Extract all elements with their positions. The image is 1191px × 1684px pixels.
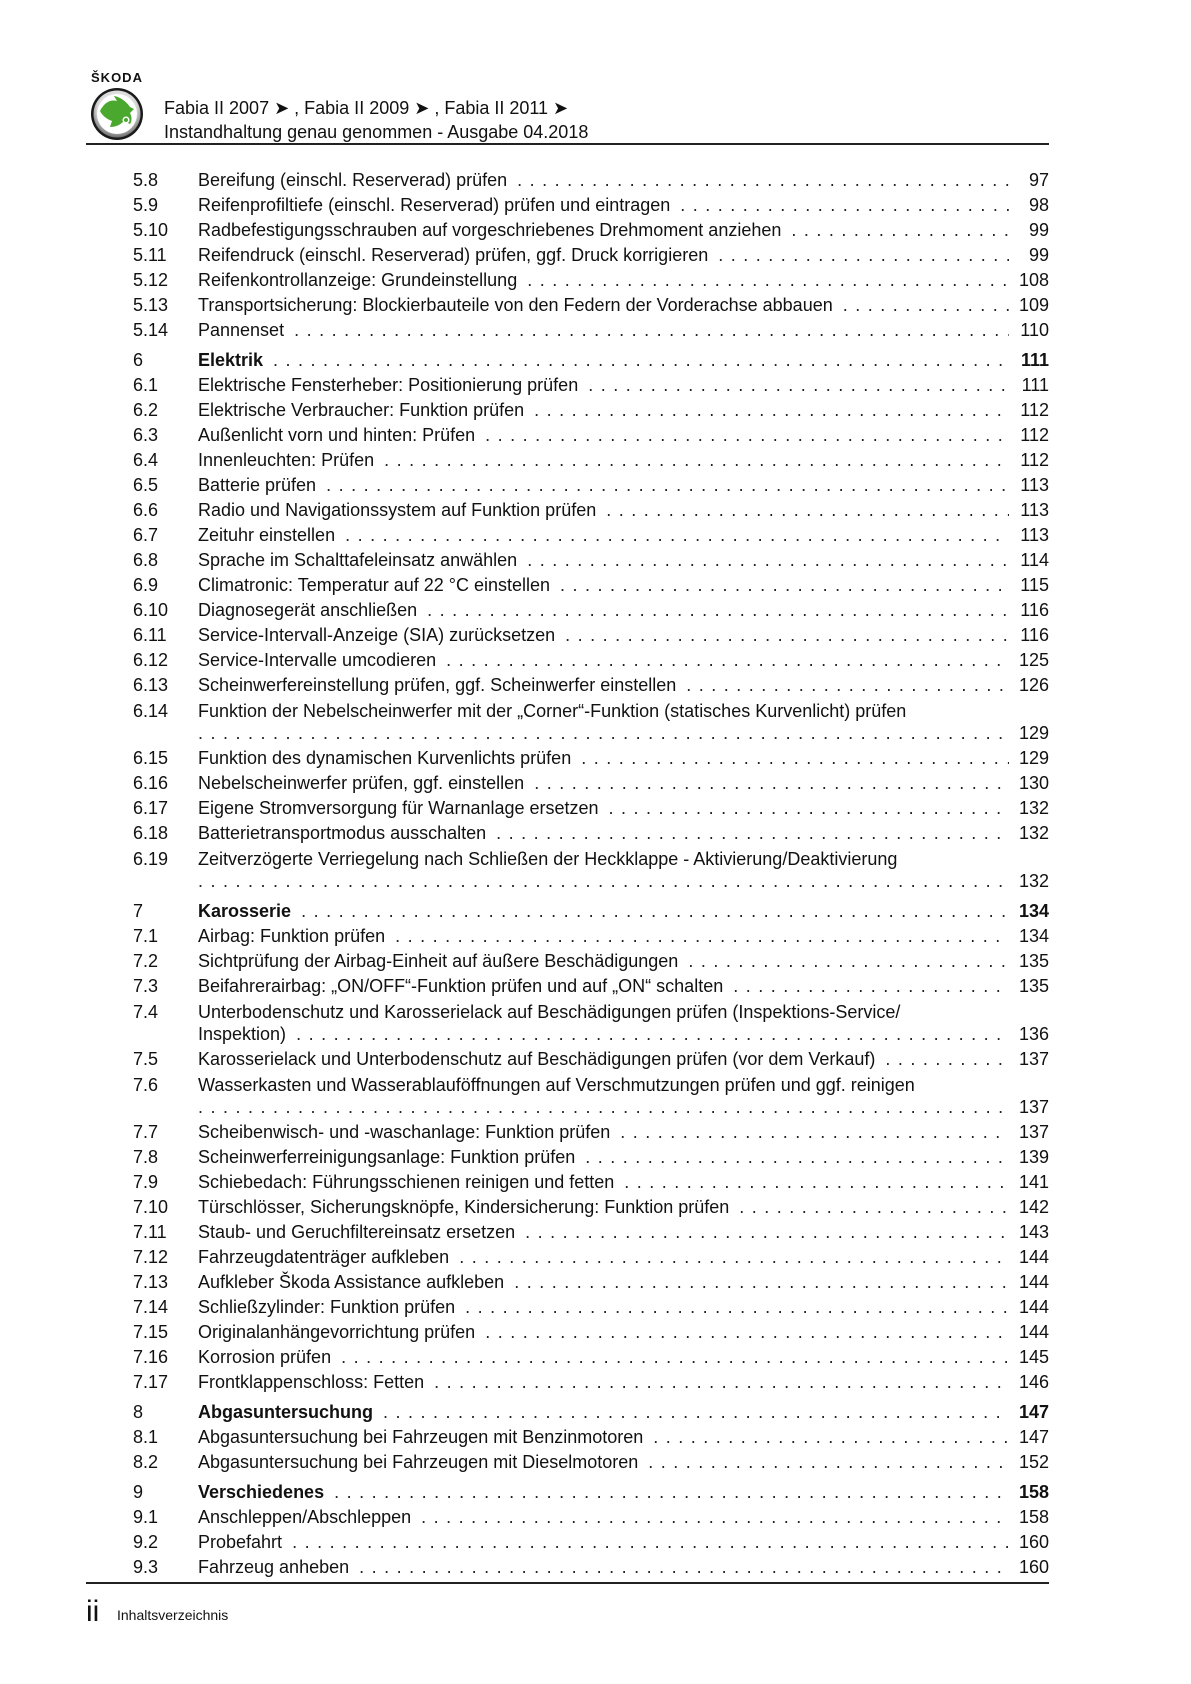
toc-entry[interactable] — [133, 1170, 1049, 1195]
toc-entry-number: 7.14 — [133, 1297, 169, 1317]
toc-entry-title[interactable]: Aufkleber Škoda Assistance aufkleben — [198, 1272, 505, 1292]
toc-page-number[interactable]: 109 — [1018, 295, 1049, 315]
toc-entry[interactable] — [133, 398, 1049, 423]
toc-page-number[interactable]: 132 — [1018, 798, 1049, 818]
dot-leader — [446, 648, 1009, 673]
toc-entry-number: 6.5 — [133, 475, 159, 495]
toc-page-number[interactable]: 111 — [1020, 350, 1049, 370]
toc-page-number[interactable]: 134 — [1018, 901, 1049, 921]
toc-entry[interactable] — [133, 268, 1049, 293]
toc-page-number[interactable]: 135 — [1018, 951, 1049, 971]
toc-entry-title[interactable]: Originalanhängevorrichtung prüfen — [198, 1322, 476, 1342]
toc-page-number[interactable]: 98 — [1028, 195, 1049, 215]
toc-entry-title[interactable]: Türschlösser, Sicherungsknöpfe, Kindersicherung: Funktion prüfen — [198, 1197, 730, 1217]
dot-leader — [527, 548, 1009, 573]
toc-entry[interactable] — [133, 673, 1049, 698]
toc-entry-title[interactable]: Reifenprofiltiefe (einschl. Reserverad) prüfen und eintragen — [198, 195, 671, 215]
toc-chapter-entry[interactable] — [133, 1400, 1049, 1425]
dot-leader — [359, 1555, 1009, 1580]
toc-entry-number: 5.14 — [133, 320, 169, 340]
dot-leader — [326, 473, 1009, 498]
toc-chapter-entry[interactable] — [133, 899, 1049, 924]
toc-entry[interactable] — [133, 974, 1049, 999]
dot-leader — [534, 398, 1009, 423]
toc-entry[interactable] — [133, 1220, 1049, 1245]
dot-leader — [198, 721, 1009, 746]
toc-entry-number: 7.16 — [133, 1347, 169, 1367]
toc-entry-title[interactable]: Fahrzeug anheben — [198, 1557, 350, 1577]
toc-entry-number: 6.16 — [133, 773, 169, 793]
toc-page-number[interactable]: 152 — [1018, 1452, 1049, 1472]
toc-entry-number: 7.11 — [133, 1222, 167, 1242]
toc-entry-number: 7 — [133, 901, 144, 921]
footer-page-number: ii — [86, 1595, 100, 1628]
toc-entry-number: 6.11 — [133, 625, 167, 645]
toc-entry[interactable] — [133, 771, 1049, 796]
dot-leader — [341, 1345, 1009, 1370]
toc-entry-title[interactable]: Batterie prüfen — [198, 475, 317, 495]
toc-page-number[interactable]: 108 — [1018, 270, 1049, 290]
toc-entry-number: 7.13 — [133, 1272, 169, 1292]
toc-entry-title[interactable]: Abgasuntersuchung bei Fahrzeugen mit Dieselmotoren — [198, 1452, 639, 1472]
toc-entry[interactable] — [133, 1425, 1049, 1450]
dot-leader — [620, 1120, 1009, 1145]
toc-entry[interactable] — [133, 623, 1049, 648]
toc-page-number[interactable]: 110 — [1020, 320, 1049, 340]
dot-leader — [383, 1400, 1009, 1425]
toc-page-number[interactable]: 144 — [1018, 1297, 1049, 1317]
toc-entry[interactable] — [133, 243, 1049, 268]
dot-leader — [686, 673, 1009, 698]
toc-entry-title[interactable]: Karosserie — [198, 901, 292, 921]
toc-entry-number: 7.5 — [133, 1049, 159, 1069]
dot-leader — [718, 243, 1009, 268]
toc-entry-number: 6.1 — [133, 375, 159, 395]
toc-entry[interactable] — [133, 218, 1049, 243]
dot-leader — [334, 1480, 1009, 1505]
document-subtitle: Instandhaltung genau genommen - Ausgabe 04.2018 — [164, 122, 589, 142]
toc-entry[interactable] — [133, 1370, 1049, 1395]
toc-entry-number: 6.9 — [133, 575, 159, 595]
toc-page-number[interactable]: 141 — [1018, 1172, 1049, 1192]
toc-entry-title[interactable]: Transportsicherung: Blockierbauteile von den Federn der Vorderachse abbauen — [198, 295, 833, 315]
toc-page-number[interactable]: 99 — [1028, 220, 1049, 240]
dot-leader — [514, 1270, 1009, 1295]
footer-section-label: Inhaltsverzeichnis — [117, 1607, 229, 1623]
dot-leader — [465, 1295, 1009, 1320]
toc-entry-number: 6.7 — [133, 525, 159, 545]
toc-page-number[interactable]: 129 — [1018, 723, 1049, 743]
header-divider — [86, 143, 1049, 145]
toc-entry-number: 6.14 — [133, 701, 169, 721]
dot-leader — [198, 869, 1009, 894]
toc-entry-number: 7.12 — [133, 1247, 169, 1267]
toc-entry-number: 7.9 — [133, 1172, 159, 1192]
toc-entry-number: 7.6 — [133, 1075, 159, 1095]
toc-entry[interactable] — [133, 193, 1049, 218]
toc-entry-title[interactable]: Scheinwerfereinstellung prüfen, ggf. Scheinwerfer einstellen — [198, 675, 677, 695]
toc-page-number[interactable]: 112 — [1020, 400, 1049, 420]
dot-leader — [525, 1220, 1009, 1245]
toc-entry-title[interactable]: Abgasuntersuchung — [198, 1402, 374, 1422]
toc-entry[interactable] — [133, 1555, 1049, 1580]
dot-leader — [459, 1245, 1009, 1270]
toc-entry-number: 6.17 — [133, 798, 169, 818]
toc-entry-title[interactable]: Reifenkontrollanzeige: Grundeinstellung — [198, 270, 518, 290]
dot-leader — [296, 1022, 1009, 1047]
toc-entry[interactable] — [133, 373, 1049, 398]
toc-entry-number: 6.15 — [133, 748, 169, 768]
toc-entry-title[interactable]: Schließzylinder: Funktion prüfen — [198, 1297, 456, 1317]
toc-entry-number: 6.12 — [133, 650, 169, 670]
toc-entry[interactable] — [133, 698, 1049, 746]
dot-leader — [688, 949, 1009, 974]
toc-page-number[interactable]: 135 — [1018, 976, 1049, 996]
toc-chapter-entry[interactable] — [133, 1480, 1049, 1505]
toc-entry-number: 9.1 — [133, 1507, 159, 1527]
toc-entry-title-continued[interactable]: Inspektion) — [198, 1024, 287, 1044]
toc-page-number[interactable]: 116 — [1020, 625, 1049, 645]
toc-page-number[interactable]: 142 — [1018, 1197, 1049, 1217]
toc-entry-number: 7.4 — [133, 1002, 159, 1022]
toc-entry[interactable] — [133, 1145, 1049, 1170]
toc-page-number[interactable]: 144 — [1018, 1247, 1049, 1267]
dot-leader — [565, 623, 1009, 648]
dot-leader — [606, 498, 1009, 523]
toc-entry-number: 6.10 — [133, 600, 169, 620]
toc-entry[interactable] — [133, 1320, 1049, 1345]
toc-entry[interactable] — [133, 523, 1049, 548]
toc-entry[interactable] — [133, 821, 1049, 846]
dot-leader — [434, 1370, 1009, 1395]
toc-entry[interactable] — [133, 168, 1049, 193]
toc-entry-title[interactable]: Elektrik — [198, 350, 264, 370]
toc-page-number[interactable]: 125 — [1018, 650, 1049, 670]
toc-entry-title[interactable]: Radio und Navigationssystem auf Funktion prüfen — [198, 500, 597, 520]
toc-entry-title[interactable]: Anschleppen/Abschleppen — [198, 1507, 412, 1527]
toc-page-number[interactable]: 129 — [1018, 748, 1049, 768]
toc-entry-number: 6.8 — [133, 550, 159, 570]
toc-entry-title[interactable]: Innenleuchten: Prüfen — [198, 450, 375, 470]
toc-entry-title[interactable]: Unterbodenschutz und Karosserielack auf Beschädigungen prüfen (Inspektions-Service/ — [198, 1002, 901, 1022]
toc-entry-number: 7.8 — [133, 1147, 159, 1167]
skoda-logo-icon — [90, 87, 144, 141]
toc-entry[interactable] — [133, 448, 1049, 473]
toc-page-number[interactable]: 137 — [1018, 1097, 1049, 1117]
toc-entry-title[interactable]: Funktion der Nebelscheinwerfer mit der „Corner“-Funktion (statisches Kurvenlicht) prüfen — [198, 701, 907, 721]
toc-entry-number: 6.6 — [133, 500, 159, 520]
toc-entry-title[interactable]: Zeituhr einstellen — [198, 525, 336, 545]
toc-page-number[interactable]: 132 — [1018, 823, 1049, 843]
toc-entry[interactable] — [133, 1245, 1049, 1270]
dot-leader — [843, 293, 1009, 318]
dot-leader — [427, 598, 1009, 623]
toc-entry-number: 7.15 — [133, 1322, 169, 1342]
toc-entry[interactable] — [133, 573, 1049, 598]
dot-leader — [496, 821, 1009, 846]
toc-page-number[interactable]: 139 — [1018, 1147, 1049, 1167]
toc-entry-title[interactable]: Nebelscheinwerfer prüfen, ggf. einstellen — [198, 773, 525, 793]
toc-entry-title[interactable]: Scheinwerferreinigungsanlage: Funktion prüfen — [198, 1147, 576, 1167]
toc-entry-number: 7.2 — [133, 951, 159, 971]
dot-leader — [345, 523, 1009, 548]
toc-page-number[interactable]: 137 — [1018, 1122, 1049, 1142]
toc-entry-title[interactable]: Sichtprüfung der Airbag-Einheit auf äußere Beschädigungen — [198, 951, 679, 971]
dot-leader — [733, 974, 1009, 999]
toc-page-number[interactable]: 134 — [1018, 926, 1049, 946]
dot-leader — [198, 1095, 1009, 1120]
dot-leader — [653, 1425, 1009, 1450]
toc-entry[interactable] — [133, 473, 1049, 498]
toc-entry-title[interactable]: Diagnosegerät anschließen — [198, 600, 418, 620]
toc-entry-title[interactable]: Verschiedenes — [198, 1482, 325, 1502]
dot-leader — [739, 1195, 1009, 1220]
dot-leader — [292, 1530, 1009, 1555]
toc-entry-number: 7.7 — [133, 1122, 159, 1142]
toc-entry[interactable] — [133, 1120, 1049, 1145]
toc-page-number[interactable]: 147 — [1018, 1427, 1049, 1447]
table-of-contents — [133, 168, 1049, 1580]
toc-entry-title[interactable]: Eigene Stromversorgung für Warnanlage ersetzen — [198, 798, 599, 818]
toc-page-number[interactable]: 99 — [1028, 245, 1049, 265]
toc-entry-number: 7.3 — [133, 976, 159, 996]
toc-entry[interactable] — [133, 648, 1049, 673]
toc-entry-title[interactable]: Elektrische Fensterheber: Positionierung prüfen — [198, 375, 579, 395]
document-header — [164, 96, 588, 144]
dot-leader — [588, 373, 1009, 398]
brand-wordmark: ŠKODA — [91, 70, 143, 85]
dot-leader — [421, 1505, 1009, 1530]
toc-entry-title[interactable]: Service-Intervall-Anzeige (SIA) zurücksetzen — [198, 625, 556, 645]
toc-entry-title[interactable]: Reifendruck (einschl. Reserverad) prüfen, ggf. Druck korrigieren — [198, 245, 709, 265]
toc-entry-number: 5.11 — [133, 245, 167, 265]
toc-entry-number: 6.3 — [133, 425, 159, 445]
toc-entry[interactable] — [133, 1450, 1049, 1475]
toc-page-number[interactable]: 113 — [1020, 500, 1049, 520]
dot-leader — [485, 423, 1009, 448]
toc-entry-title[interactable]: Fahrzeugdatenträger aufkleben — [198, 1247, 450, 1267]
toc-entry[interactable] — [133, 293, 1049, 318]
toc-entry-title[interactable]: Wasserkasten und Wasserablauföffnungen auf Verschmutzungen prüfen und ggf. reinigen — [198, 1075, 915, 1095]
toc-page-number[interactable]: 132 — [1018, 871, 1049, 891]
toc-entry[interactable] — [133, 548, 1049, 573]
toc-entry[interactable] — [133, 1505, 1049, 1530]
toc-page-number[interactable]: 143 — [1018, 1222, 1049, 1242]
toc-entry-title[interactable]: Service-Intervalle umcodieren — [198, 650, 437, 670]
toc-entry[interactable] — [133, 1295, 1049, 1320]
toc-entry[interactable] — [133, 423, 1049, 448]
dot-leader — [294, 318, 1009, 343]
toc-entry-number: 5.10 — [133, 220, 169, 240]
dot-leader — [395, 924, 1009, 949]
toc-entry-title[interactable]: Climatronic: Temperatur auf 22 °C einstellen — [198, 575, 551, 595]
toc-page-number[interactable]: 144 — [1018, 1272, 1049, 1292]
toc-page-number[interactable]: 137 — [1018, 1049, 1049, 1069]
dot-leader — [609, 796, 1009, 821]
toc-entry-number: 8 — [133, 1402, 144, 1422]
toc-entry[interactable] — [133, 796, 1049, 821]
toc-entry-number: 5.12 — [133, 270, 169, 290]
toc-entry[interactable] — [133, 1047, 1049, 1072]
dot-leader — [560, 573, 1009, 598]
toc-page-number[interactable]: 160 — [1018, 1532, 1049, 1552]
dot-leader — [791, 218, 1009, 243]
toc-entry-title[interactable]: Probefahrt — [198, 1532, 283, 1552]
toc-entry-title[interactable]: Außenlicht vorn und hinten: Prüfen — [198, 425, 476, 445]
toc-page-number[interactable]: 130 — [1018, 773, 1049, 793]
toc-entry-number: 5.9 — [133, 195, 159, 215]
toc-entry[interactable] — [133, 1270, 1049, 1295]
toc-page-number[interactable]: 114 — [1020, 550, 1049, 570]
toc-page-number[interactable]: 113 — [1020, 525, 1049, 545]
dot-leader — [624, 1170, 1009, 1195]
toc-entry-number: 5.8 — [133, 170, 159, 190]
toc-page-number[interactable]: 113 — [1020, 475, 1049, 495]
toc-entry[interactable] — [133, 949, 1049, 974]
toc-entry-title[interactable]: Elektrische Verbraucher: Funktion prüfen — [198, 400, 525, 420]
toc-entry[interactable] — [133, 598, 1049, 623]
toc-page-number[interactable]: 158 — [1018, 1507, 1049, 1527]
toc-entry-title[interactable]: Korrosion prüfen — [198, 1347, 332, 1367]
toc-entry-title[interactable]: Frontklappenschloss: Fetten — [198, 1372, 425, 1392]
toc-entry-title[interactable]: Abgasuntersuchung bei Fahrzeugen mit Benzinmotoren — [198, 1427, 644, 1447]
toc-entry-number: 6.2 — [133, 400, 159, 420]
toc-entry-title[interactable]: Pannenset — [198, 320, 285, 340]
toc-page-number[interactable]: 160 — [1018, 1557, 1049, 1577]
dot-leader — [680, 193, 1009, 218]
toc-page-number[interactable]: 97 — [1028, 170, 1049, 190]
toc-entry-number: 8.1 — [133, 1427, 159, 1447]
toc-entry-title[interactable]: Beifahrerairbag: „ON/OFF“-Funktion prüfen und auf „ON“ schalten — [198, 976, 724, 996]
toc-entry-title[interactable]: Airbag: Funktion prüfen — [198, 926, 386, 946]
dot-leader — [534, 771, 1009, 796]
toc-page-number[interactable]: 115 — [1020, 575, 1049, 595]
toc-entry[interactable] — [133, 1345, 1049, 1370]
dot-leader — [384, 448, 1009, 473]
toc-entry-number: 9.3 — [133, 1557, 159, 1577]
footer-divider — [86, 1582, 1049, 1584]
toc-page-number[interactable]: 116 — [1020, 600, 1049, 620]
toc-page-number[interactable]: 112 — [1020, 425, 1049, 445]
toc-entry-number: 5.13 — [133, 295, 169, 315]
toc-entry-number: 8.2 — [133, 1452, 159, 1472]
dot-leader — [585, 1145, 1009, 1170]
dot-leader — [485, 1320, 1009, 1345]
toc-entry-title[interactable]: Batterietransportmodus ausschalten — [198, 823, 487, 843]
toc-entry-title[interactable]: Scheibenwisch- und -waschanlage: Funktion prüfen — [198, 1122, 611, 1142]
toc-entry-title[interactable]: Schiebedach: Führungsschienen reinigen und fetten — [198, 1172, 615, 1192]
dot-leader — [581, 746, 1009, 771]
toc-entry-title[interactable]: Zeitverzögerte Verriegelung nach Schließen der Heckklappe - Aktivierung/Deaktivierung — [198, 849, 898, 869]
toc-entry[interactable] — [133, 1072, 1049, 1120]
toc-entry-title[interactable]: Bereifung (einschl. Reserverad) prüfen — [198, 170, 508, 190]
toc-entry[interactable] — [133, 999, 1049, 1047]
toc-page-number[interactable]: 136 — [1018, 1024, 1049, 1044]
vehicle-models: Fabia II 2007 ➤ , Fabia II 2009 ➤ , Fabia II 2011 ➤ — [164, 98, 569, 118]
toc-entry[interactable] — [133, 924, 1049, 949]
dot-leader — [301, 899, 1009, 924]
dot-leader — [517, 168, 1009, 193]
toc-page-number[interactable]: 144 — [1018, 1322, 1049, 1342]
toc-page-number[interactable]: 158 — [1018, 1482, 1049, 1502]
toc-entry-number: 6.19 — [133, 849, 169, 869]
toc-entry-number: 6 — [133, 350, 144, 370]
toc-entry-title[interactable]: Funktion des dynamischen Kurvenlichts prüfen — [198, 748, 572, 768]
toc-entry-number: 7.10 — [133, 1197, 169, 1217]
toc-entry[interactable] — [133, 498, 1049, 523]
toc-entry-number: 9.2 — [133, 1532, 159, 1552]
toc-entry-title[interactable]: Sprache im Schalttafeleinsatz anwählen — [198, 550, 518, 570]
toc-entry-number: 7.17 — [133, 1372, 169, 1392]
toc-page-number[interactable]: 146 — [1018, 1372, 1049, 1392]
toc-entry-number: 6.18 — [133, 823, 169, 843]
toc-entry-number: 9 — [133, 1482, 144, 1502]
dot-leader — [527, 268, 1009, 293]
toc-page-number[interactable]: 145 — [1018, 1347, 1049, 1367]
toc-page-number[interactable]: 126 — [1018, 675, 1049, 695]
toc-entry-title[interactable]: Karosserielack und Unterbodenschutz auf Beschädigungen prüfen (vor dem Verkauf) — [198, 1049, 876, 1069]
toc-entry[interactable] — [133, 846, 1049, 894]
toc-entry-number: 6.4 — [133, 450, 159, 470]
dot-leader — [885, 1047, 1009, 1072]
toc-entry[interactable] — [133, 746, 1049, 771]
toc-entry[interactable] — [133, 1195, 1049, 1220]
dot-leader — [273, 348, 1009, 373]
toc-entry-title[interactable]: Staub- und Geruchfiltereinsatz ersetzen — [198, 1222, 516, 1242]
toc-page-number[interactable]: 112 — [1020, 450, 1049, 470]
toc-page-number[interactable]: 111 — [1021, 375, 1049, 395]
brand-logo — [84, 70, 150, 141]
toc-entry[interactable] — [133, 318, 1049, 343]
toc-entry-number: 6.13 — [133, 675, 169, 695]
toc-entry[interactable] — [133, 1530, 1049, 1555]
toc-entry-title[interactable]: Radbefestigungsschrauben auf vorgeschriebenes Drehmoment anziehen — [198, 220, 782, 240]
dot-leader — [648, 1450, 1009, 1475]
toc-page-number[interactable]: 147 — [1018, 1402, 1049, 1422]
toc-entry-number: 7.1 — [133, 926, 159, 946]
toc-chapter-entry[interactable] — [133, 348, 1049, 373]
